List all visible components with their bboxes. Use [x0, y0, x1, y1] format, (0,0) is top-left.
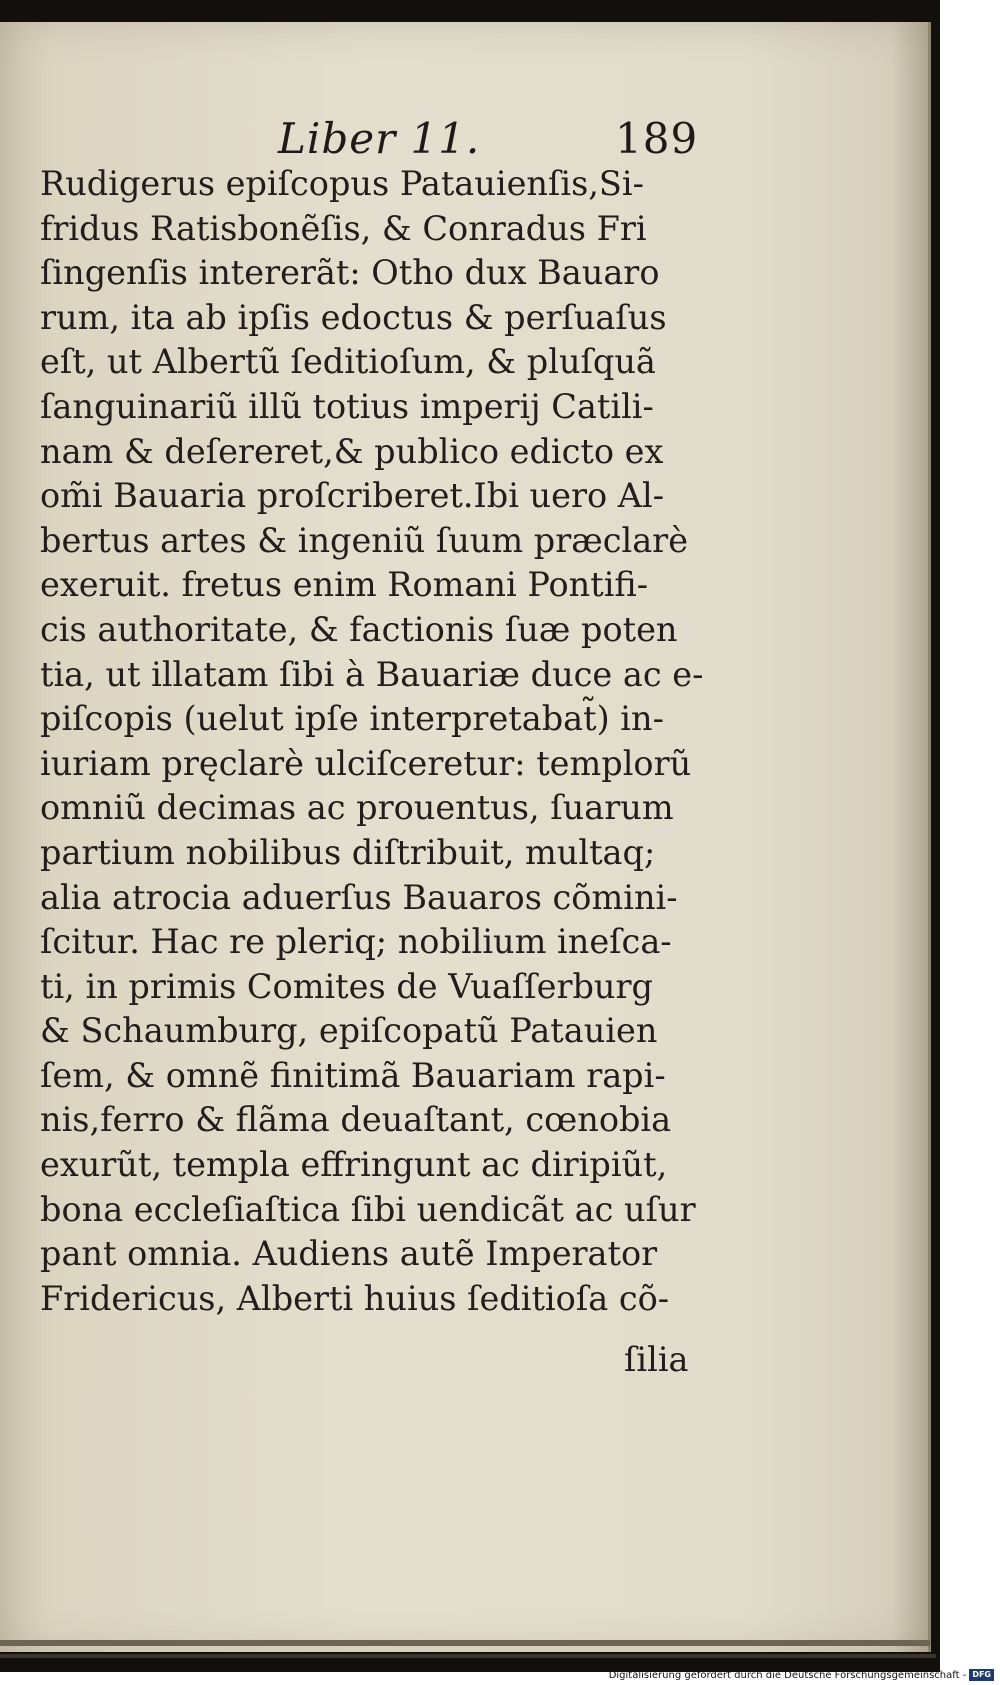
- page-edge-line: [0, 1654, 936, 1658]
- text-line: rum, ita ab ipſis edoctus & perſuaſus: [40, 297, 667, 337]
- text-line: pant omnia. Audiens autẽ Imperator: [40, 1234, 658, 1274]
- text-line: omniũ decimas ac prouentus, ſuarum: [40, 788, 674, 828]
- text-line: ſingenſis intererãt: Otho dux Bauaro: [40, 253, 660, 293]
- text-line: ſem, & omnẽ finitimã Bauariam rapi-: [40, 1055, 666, 1095]
- text-line: bona eccleſiaſtica ſibi uendicãt ac uſur: [40, 1189, 696, 1229]
- text-line: ſanguinariũ illũ totius imperij Catili-: [40, 386, 654, 426]
- text-line: Rudigerus epiſcopus Patauienſis,Si-: [40, 164, 644, 203]
- running-title: Liber 11.: [278, 114, 481, 163]
- text-line: nam & deſereret,& publico edicto ex: [40, 431, 664, 471]
- text-line: bertus artes & ingeniũ ſuum præclarè: [40, 520, 689, 560]
- text-line: alia atrocia aduerſus Bauaros cõmini-: [40, 877, 678, 917]
- text-line: ſcitur. Hac re pleriq; nobilium ineſca-: [40, 922, 672, 962]
- text-line: fridus Ratisbonẽſis, & Conradus Fri: [40, 208, 647, 248]
- catchword: ſilia: [624, 1340, 689, 1379]
- text-line: cis authoritate, & factionis ſuæ poten: [40, 609, 678, 649]
- page-edge-shadow: [0, 1640, 930, 1646]
- text-line: piſcopis (uelut ipſe interpretabat̃) in-: [40, 699, 664, 739]
- text-line: tia, ut illatam ſibi à Bauariæ duce ac e-: [40, 654, 704, 694]
- text-line: iuriam pręclarè ulciſceretur: templorũ: [40, 743, 692, 783]
- digitization-credit: [609, 1669, 994, 1681]
- text-line: nis,ferro & flãma deuaſtant, cœnobia: [40, 1100, 672, 1140]
- text-line: om̃i Bauaria proſcriberet.Ibi uero Al-: [40, 476, 665, 516]
- book-page: [0, 22, 931, 1652]
- text-line: exeruit. fretus enim Romani Pontifi-: [40, 565, 649, 605]
- text-line: eſt, ut Albertũ ſeditioſum, & pluſquã: [40, 342, 656, 382]
- body-text: [40, 162, 704, 1321]
- dfg-logo: DFG: [969, 1669, 994, 1681]
- page-number: 189: [615, 114, 699, 163]
- text-line: partium nobilibus diſtribuit, multaq;: [40, 832, 656, 872]
- text-line: ti, in primis Comites de Vuaſſerburg: [40, 966, 653, 1006]
- text-line: Fridericus, Alberti huius ſeditioſa cõ-: [40, 1278, 670, 1318]
- text-line: exurũt, templa effringunt ac diripiũt,: [40, 1145, 668, 1185]
- credit-text: Digitalisierung gefördert durch die Deutsche Forschungsgemeinschaft -: [608, 1669, 967, 1681]
- text-line: & Schaumburg, epiſcopatũ Patauien: [40, 1011, 658, 1051]
